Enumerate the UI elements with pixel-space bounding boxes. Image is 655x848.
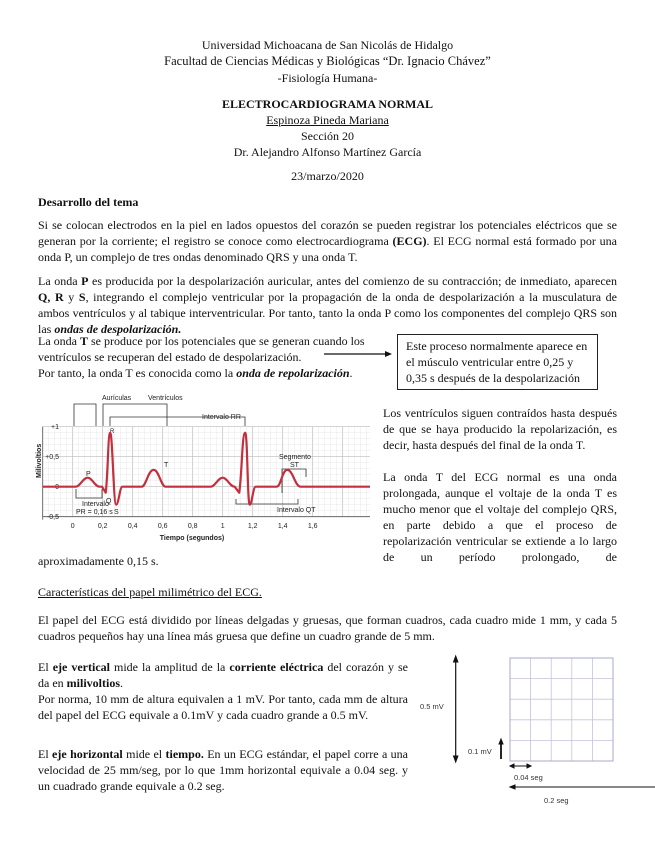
paragraph-ventricles: Los ventrículos siguen contraídos hasta después de que se haya producido la repolarización, es decir, hasta después del final de la onda T. — [383, 406, 617, 452]
x-axis-label: Tiempo (segundos) — [159, 535, 225, 542]
label-0-5-mv: 0.5 mV — [420, 702, 444, 711]
y-tick: +1 — [51, 424, 59, 431]
subject: -Fisiología Humana- — [277, 71, 378, 85]
section: Sección 20 — [301, 129, 354, 143]
label-0-1-mv: 0.1 mV — [468, 747, 492, 756]
ecg-paper-figure — [410, 650, 655, 820]
x-tick: 0,2 — [97, 523, 108, 530]
label-q: Q — [106, 498, 112, 505]
paragraph-ecg-intro: Si se colocan electrodos en la piel en lados opuestos del corazón se pueden registrar los potenciales eléctricos que se generan por la corriente; el registro se conoce como electrocardiograma (ECG). El ECG normal está formado por una onda P, un complejo de tres ondas denominado QRS y una onda T. — [38, 218, 617, 264]
label-rr: Intervalo RR — [202, 414, 241, 421]
label-s: S — [114, 509, 119, 516]
label-0-2-seg: 0.2 seg — [544, 796, 569, 805]
paragraph-t-wave-duration-end: aproximadamente 0,15 s. — [38, 554, 159, 568]
author: Espinoza Pineda Mariana — [266, 113, 389, 127]
teacher: Dr. Alejandro Alfonso Martínez García — [233, 145, 422, 159]
y-tick: +0,5 — [45, 454, 59, 461]
x-tick: 0 — [70, 523, 75, 530]
paragraph-t-wave-duration: La onda T del ECG normal es una onda prolongada, aunque el voltaje de la onda T es mucho menor que el voltaje del complejo QRS, en parte debido a que el proceso de repolarización ventricular se extiende a lo largo de un período prolongado, de — [383, 470, 617, 564]
x-tick: 0,4 — [127, 523, 138, 530]
label-r: R — [110, 429, 115, 435]
ecg-figure — [30, 385, 370, 545]
faculty-name: Facultad de Ciencias Médicas y Biológicas “Dr. Ignacio Chávez” — [164, 54, 491, 68]
label-0-04-seg: 0.04 seg — [514, 773, 543, 782]
note-box: Este proceso normalmente aparece en el músculo ventricular entre 0,25 y 0,35 s después de la despolarización — [397, 334, 598, 390]
x-tick: 0,8 — [187, 523, 198, 530]
paragraph-vertical-axis: El eje vertical mide la amplitud de la corriente eléctrica del corazón y se da en milivoltios. — [38, 660, 409, 690]
label-pr-2: PR = 0,16 s — [76, 509, 113, 516]
paper-grid — [510, 658, 613, 761]
x-tick: 1 — [220, 523, 225, 530]
date: 23/marzo/2020 — [291, 169, 364, 183]
arrow-icon — [322, 349, 394, 359]
x-tick: 1,4 — [277, 523, 288, 530]
x-tick: 1,2 — [247, 523, 258, 530]
document-title: ELECTROCARDIOGRAMA NORMAL — [221, 97, 433, 111]
label-st-2: ST — [290, 462, 299, 469]
section-heading: Desarrollo del tema — [38, 195, 139, 209]
label-t: T — [164, 462, 169, 469]
paragraph-paper: El papel del ECG está dividido por líneas delgadas y gruesas, que forman cuadros, cada cuadro mide 1 mm, y cada 5 cuadros pequeños hay una línea más gruesa que define un cuadro grande de 5 mm. — [38, 613, 617, 643]
y-axis-label: Milivoltios — [36, 443, 43, 478]
label-p: P — [86, 471, 91, 478]
label-auriculas: Aurículas — [102, 395, 132, 402]
label-st-1: Segmento — [279, 454, 311, 461]
paragraph-t-wave: La onda T se produce por los potenciales que se generan cuando los ventrículos se recuperan del estado de despolarización. — [38, 334, 365, 364]
y-tick: 0 — [55, 484, 59, 491]
paragraph-vertical-norm: Por norma, 10 mm de altura equivalen a 1 mV. Por tanto, cada mm de altura del papel del ECG equivale a 0.1mV y cada cuadro grande a 0.5 mV. — [38, 692, 408, 722]
label-pr-1: Intervalo — [82, 501, 109, 508]
x-tick: 1,6 — [307, 523, 318, 530]
section-heading-paper: Características del papel milimétrico del ECG. — [38, 585, 262, 599]
x-tick: 0,6 — [157, 523, 168, 530]
label-qt: Intervalo QT — [277, 507, 316, 514]
y-tick: -0,5 — [46, 514, 59, 521]
university-name: Universidad Michoacana de San Nicolás de Hidalgo — [201, 38, 454, 52]
paragraph-depolarization: La onda P es producida por la despolarización auricular, antes del comienzo de su contracción; de inmediato, aparecen Q, R y S, integrando el complejo ventricular por la propagación de la onda de despolarización a la musculatura de ambos ventrículos y al tabique interventricular. Por tanto, tanto la onda P como los componentes del complejo QRS son las ondas de despolarización. — [38, 274, 618, 336]
scale-arrows — [454, 656, 655, 789]
label-ventriculos: Ventrículos — [148, 395, 183, 402]
paragraph-repolarization: Por tanto, la onda T es conocida como la onda de repolarización. — [38, 366, 353, 380]
paragraph-horizontal-axis: El eje horizontal mide el tiempo. En un ECG estándar, el papel corre a una velocidad de 25 mm/seg, por lo que 1mm horizontal equivale a 0.04 seg. y un cuadrado grande equivale a 0.2 seg. — [38, 747, 408, 793]
